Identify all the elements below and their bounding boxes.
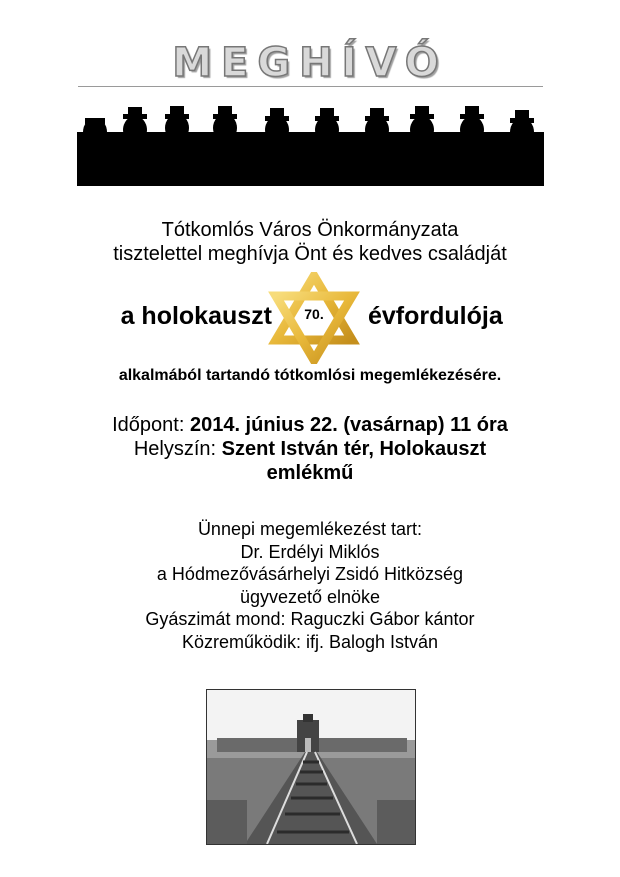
anniversary-left-text: a holokauszt — [120, 302, 272, 330]
time-value: 2014. június 22. (vasárnap) 11 óra — [189, 414, 508, 436]
speakers-line-2: Dr. Erdélyi Miklós — [240, 541, 380, 562]
speakers-line-1: Ünnepi megemlékezést tart: — [197, 519, 423, 539]
anniversary-number: 70. — [304, 306, 324, 322]
star-of-david-icon — [268, 272, 360, 364]
event-place-line-2 — [0, 461, 620, 485]
anniversary-row — [0, 272, 620, 362]
title-divider — [78, 86, 543, 87]
anniversary-right-text: évfordulója — [368, 302, 503, 330]
silhouette-banner-image — [77, 92, 544, 186]
organizer-line-2: tisztelettel meghívja Önt és kedves családját — [113, 243, 507, 265]
invitation-title: MEGHÍVÓ — [172, 40, 448, 86]
speakers-line-3: a Hódmezővásárhelyi Zsidó Hitközség — [156, 564, 464, 584]
organizer-block — [0, 218, 620, 266]
event-details — [0, 413, 620, 485]
railway-memorial-photo — [206, 689, 416, 845]
place-value-1: Szent István tér, Holokauszt — [221, 438, 487, 460]
occasion-text: alkalmából tartandó tótkomlósi megemlékezésére. — [118, 367, 502, 384]
event-place-line — [0, 437, 620, 461]
event-time-line — [0, 413, 620, 437]
place-label: Helyszín: — [133, 438, 217, 460]
time-label: Időpont: — [112, 414, 185, 436]
organizer-line-1: Tótkomlós Város Önkormányzata — [161, 219, 459, 241]
speakers-line-6: Közreműködik: ifj. Balogh István — [181, 631, 439, 652]
place-value-2: emlékmű — [266, 462, 354, 484]
speakers-line-4: ügyvezető elnöke — [239, 586, 381, 607]
speakers-line-5: Gyászimát mond: Raguczki Gábor kántor — [145, 609, 475, 629]
speakers-block — [0, 518, 620, 653]
